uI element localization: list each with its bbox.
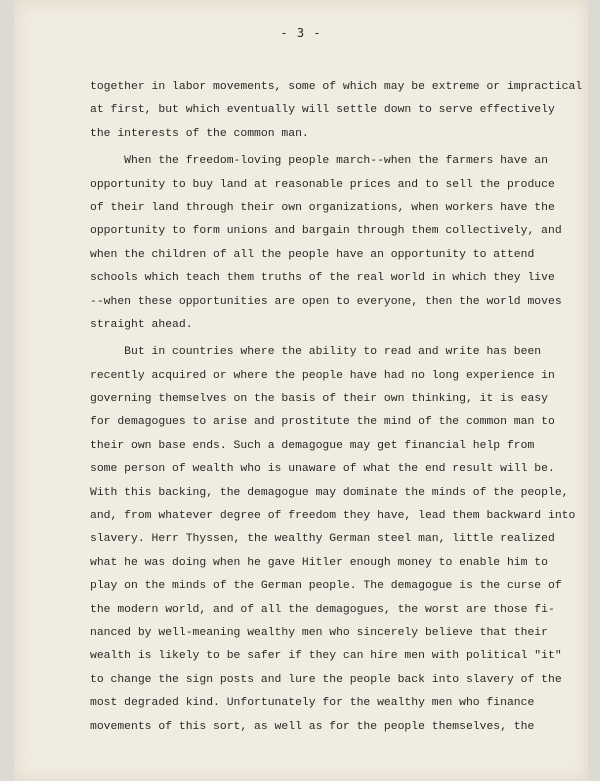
paragraph-1 (90, 76, 583, 146)
text-line: opportunity to form unions and bargain through them collectively, and (90, 225, 562, 238)
text-line: With this backing, the demagogue may dominate the minds of the people, (90, 486, 569, 499)
text-line: When the freedom-loving people march--when the farmers have an (90, 155, 548, 168)
text-line: and, from whatever degree of freedom they have, lead them backward into (90, 510, 576, 523)
text-line: some person of wealth who is unaware of what the end result will be. (90, 463, 555, 476)
text-line: for demagogues to arise and prostitute the mind of the common man to (90, 416, 555, 429)
text-line: when the children of all the people have an opportunity to attend (90, 248, 535, 261)
text-line: the modern world, and of all the demagogues, the worst are those fi- (90, 603, 555, 616)
paragraph-2 (90, 150, 562, 337)
text-line: most degraded kind. Unfortunately for the wealthy men who finance (90, 697, 535, 710)
page-number: - 3 - (280, 26, 322, 40)
text-line: straight ahead. (90, 318, 193, 331)
text-line: to change the sign posts and lure the people back into slavery of the (90, 673, 562, 686)
text-line: movements of this sort, as well as for the people themselves, the (90, 720, 535, 733)
text-line: of their land through their own organizations, when workers have the (90, 201, 555, 214)
text-line: their own base ends. Such a demagogue may get financial help from (90, 439, 535, 452)
text-line: schools which teach them truths of the real world in which they live (90, 272, 555, 285)
text-line: wealth is likely to be safer if they can hire men with political "it" (90, 650, 562, 663)
paragraph-3 (90, 341, 576, 739)
text-line: nanced by well-meaning wealthy men who sincerely believe that their (90, 626, 548, 639)
text-line: together in labor movements, some of which may be extreme or impractical (90, 81, 583, 93)
document-page (14, 0, 588, 781)
text-line: But in countries where the ability to read and write has been (90, 346, 542, 359)
text-line: slavery. Herr Thyssen, the wealthy German steel man, little realized (90, 533, 555, 546)
text-line: governing themselves on the basis of their own thinking, it is easy (90, 393, 548, 406)
text-line: --when these opportunities are open to everyone, then the world moves (90, 295, 562, 308)
typed-text-body (90, 76, 583, 739)
text-line: opportunity to buy land at reasonable prices and to sell the produce (90, 178, 555, 191)
text-line: what he was doing when he gave Hitler enough money to enable him to (90, 556, 548, 569)
text-line: recently acquired or where the people have had no long experience in (90, 369, 555, 382)
text-line: at first, but which eventually will settle down to serve effectively (90, 104, 555, 117)
text-line: play on the minds of the German people. The demagogue is the curse of (90, 580, 562, 593)
text-line: the interests of the common man. (90, 127, 309, 140)
